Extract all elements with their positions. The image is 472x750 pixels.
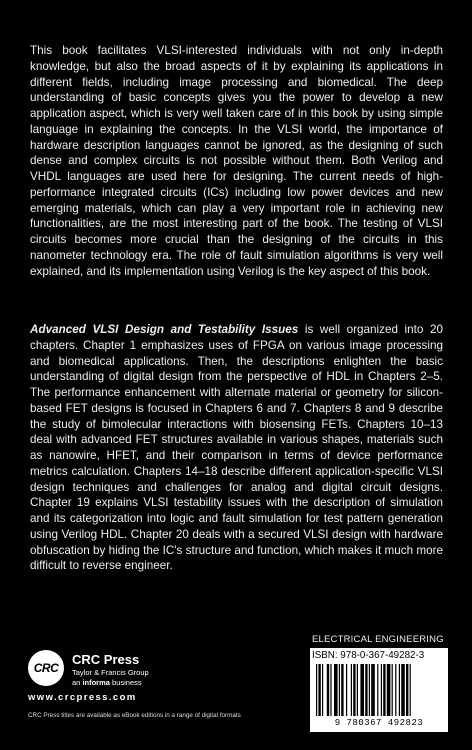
- publisher-name: CRC Press: [72, 652, 140, 667]
- ebook-note: CRC Press titles are available as eBook editions in a range of digital formats: [28, 712, 241, 719]
- barcode-digits: 9 780367 492823: [334, 718, 424, 728]
- subject-category: ELECTRICAL ENGINEERING: [312, 634, 444, 645]
- isbn-box: [310, 648, 448, 732]
- business-suffix: business: [109, 678, 142, 687]
- publisher-business: [72, 678, 142, 687]
- barcode-icon: [316, 664, 442, 720]
- description-paragraph-2-text: is well organized into 20 chapters. Chapter 1 emphasizes uses of FPGA on various image processing and biomedical applications. Then, the descriptions enlighten the basic understanding of digital design from the perspective of HDL in Chapters 2–5. The performance enhancement with alternate material or geometry for silicon-based FET designs is focused in Chapters 6 and 7. Chapters 8 and 9 describe the study of bimolecular interactions with biosensing FETs. Chapters 10–13 deal with advanced FET structures available in various shapes, materials such as nanowire, HFET, and their comparison in terms of device performance metrics calculation. Chapters 14–18 describe different application-specific VLSI design techniques and challenges for analog and digital circuit designs. Chapter 19 explains VLSI testability issues with the description of simulation and its categorization into logic and fault simulation for test pattern generation using Verilog HDL. Chapter 20 deals with a secured VLSI design with hardware obfuscation by hiding the IC's structure and function, which makes it much more difficult to reverse engineer.: [30, 323, 443, 573]
- crc-logo-icon: [28, 650, 64, 686]
- isbn-label: ISBN: 978-0-367-49282-3: [312, 650, 425, 661]
- business-prefix: an: [72, 678, 83, 687]
- publisher-block: [28, 650, 258, 730]
- book-title: Advanced VLSI Design and Testability Issues: [30, 323, 299, 336]
- description-paragraph-1: This book facilitates VLSI-interested individuals with not only in-depth knowledge, but also the broad aspects of it by explaining its applications in different fields, including image processing and biomedical. The deep understanding of basic concepts gives you the power to develop a new application aspect, which is very well taken care of in this book by using simple language in explaining the concepts. In the VLSI world, the importance of hardware description languages cannot be ignored, as the designing of such dense and complex circuits is not possible without them. Both Verilog and VHDL languages are used here for designing. The current needs of high-performance integrated circuits (ICs) including low power devices and new emerging materials, which can play a very important role in achieving new functionalities, are the most interesting part of the book. The testing of VLSI circuits becomes more crucial than the designing of the circuits in this nanometer technology era. The role of fault simulation algorithms is very well explained, and its implementation using Verilog is the key aspect of this book.: [30, 44, 443, 278]
- description-paragraph-2: [30, 322, 443, 574]
- business-brand: informa: [82, 678, 110, 687]
- logo-text: CRC: [33, 661, 59, 675]
- publisher-group: Taylor & Francis Group: [72, 668, 149, 677]
- publisher-url: www.crcpress.com: [28, 692, 137, 703]
